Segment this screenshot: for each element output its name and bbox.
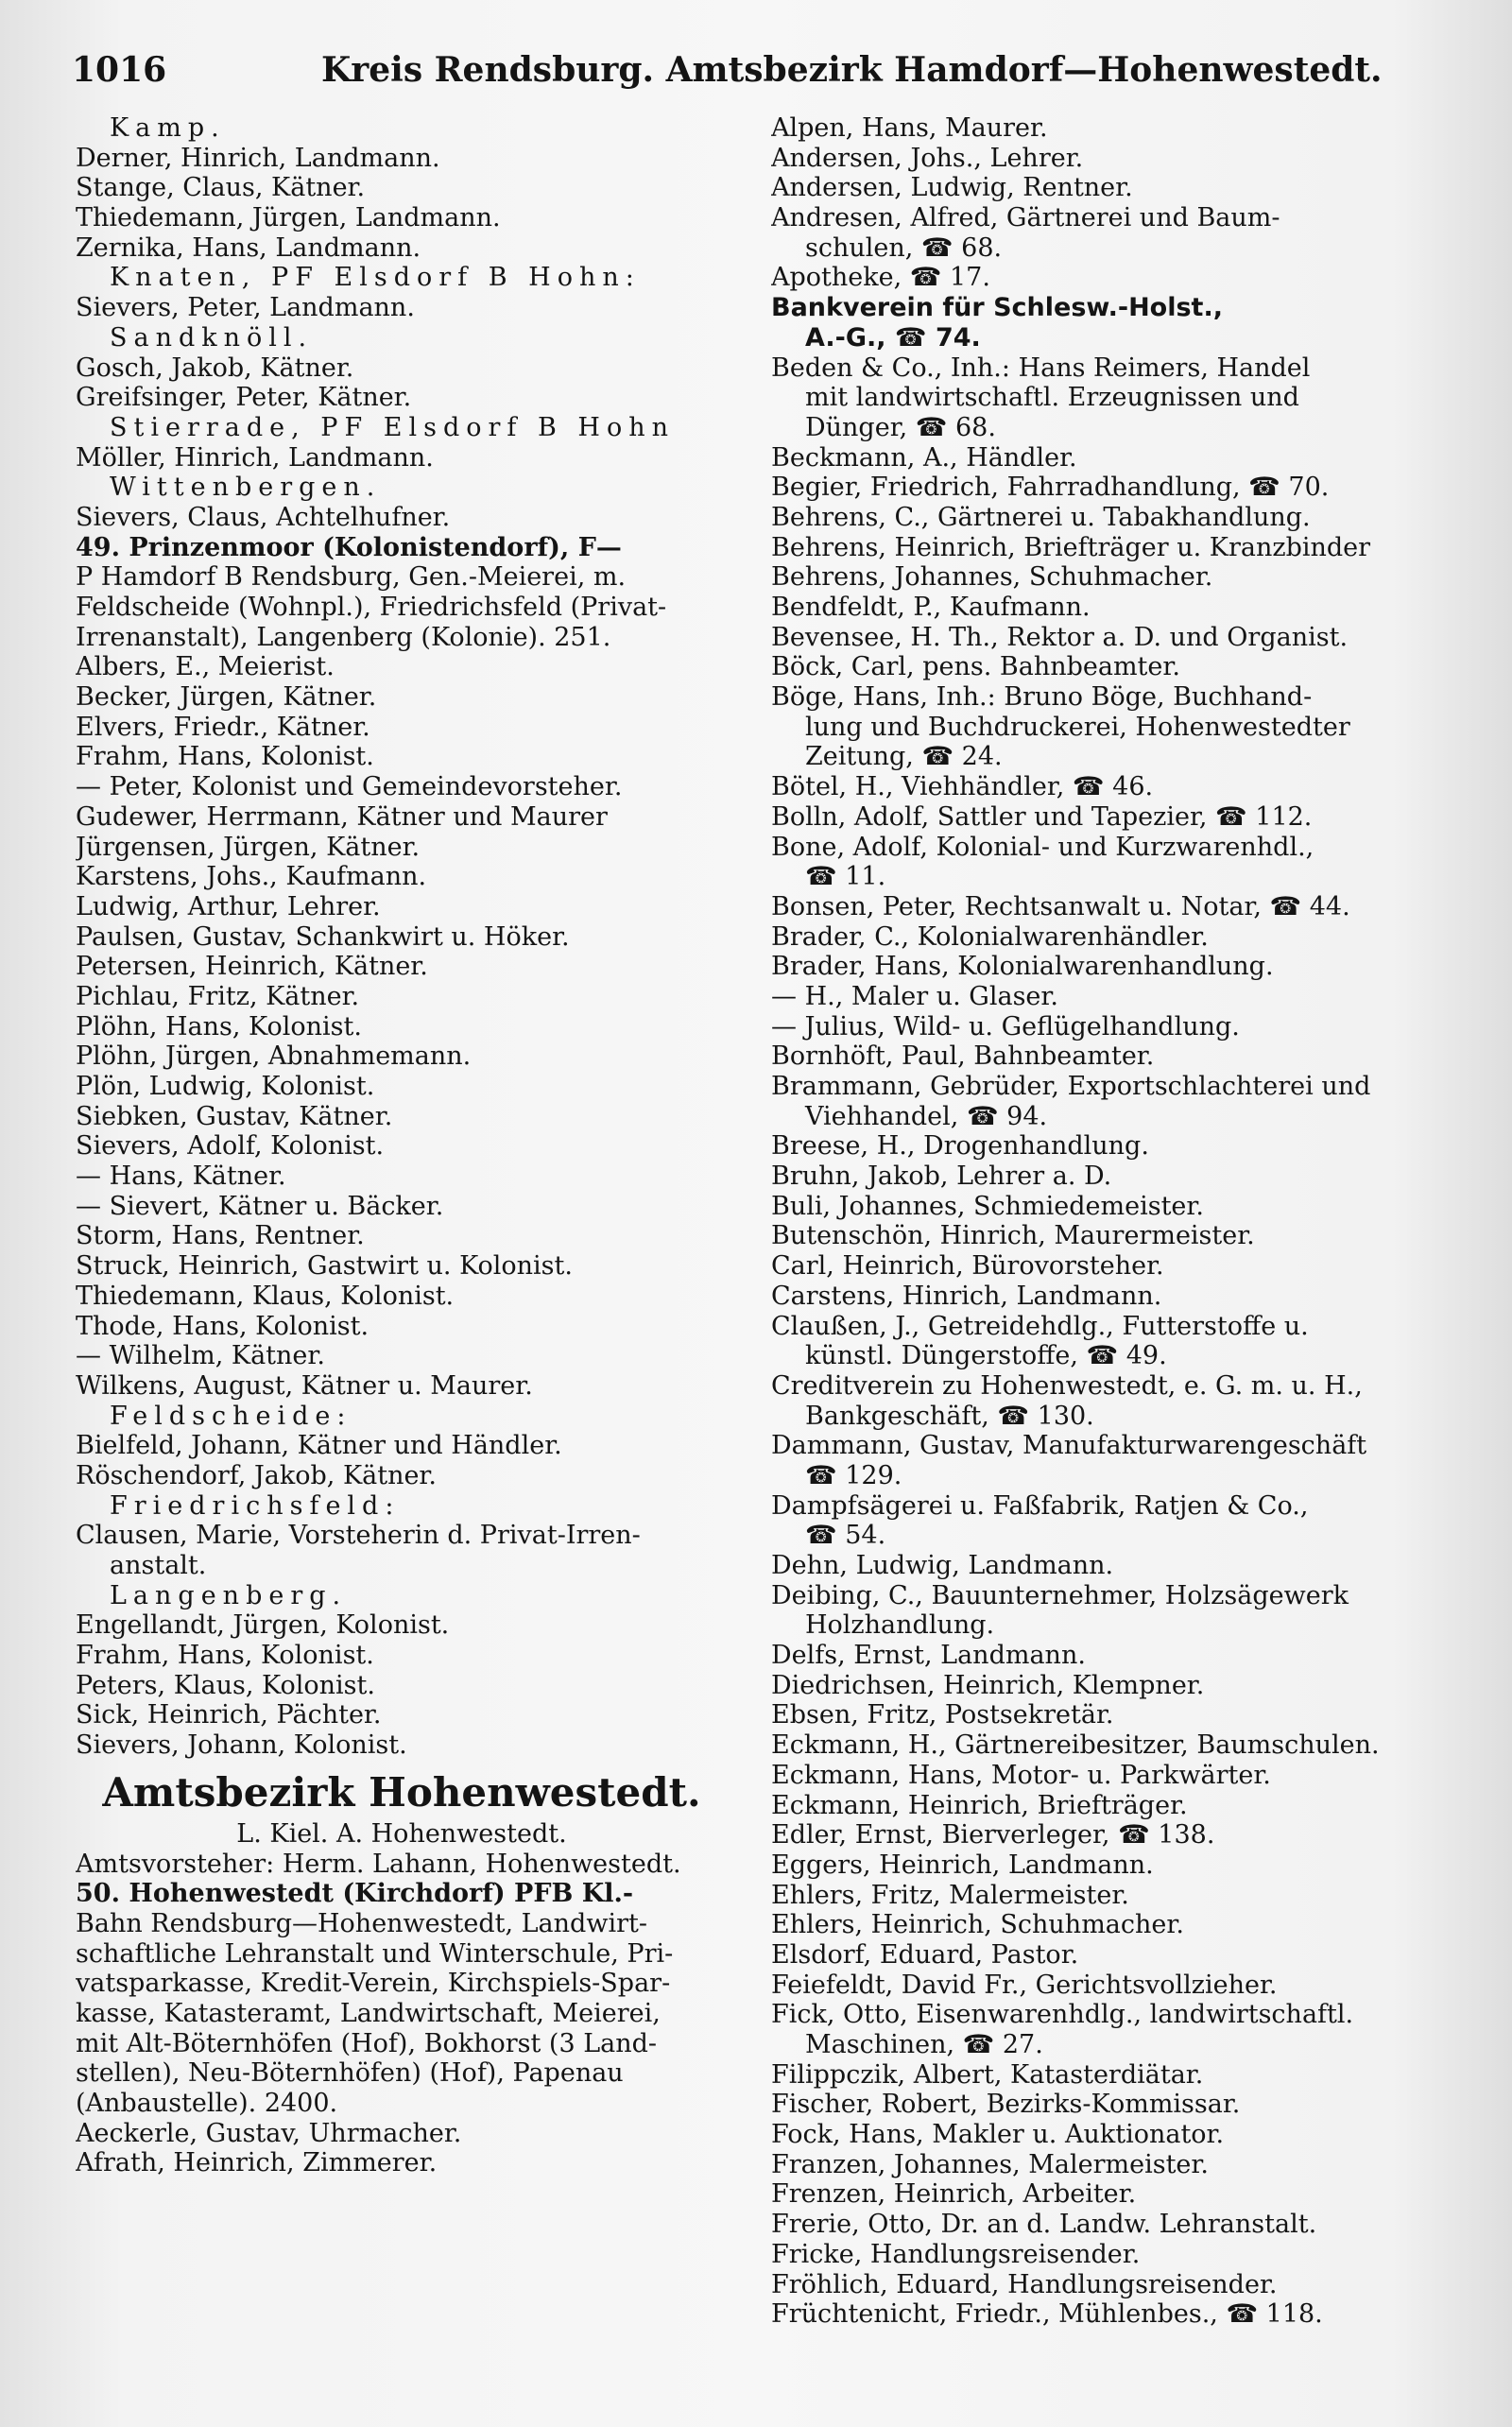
subsection-heading: Feldscheide: [110,1401,352,1431]
directory-entry: Sievers, Claus, Achtelhufner. [76,502,451,532]
directory-entry: Bone, Adolf, Kolonial- und Kurzwarenhdl., [771,832,1314,862]
directory-entry: Afrath, Heinrich, Zimmerer. [76,2148,438,2178]
directory-entry: künstl. Düngerstoffe, ☎ 49. [805,1341,1167,1371]
directory-entry: Ehlers, Fritz, Malermeister. [771,1880,1129,1910]
directory-entry: Bielfeld, Johann, Kätner und Händler. [76,1431,562,1461]
directory-entry: Petersen, Heinrich, Kätner. [76,952,428,982]
directory-entry: Frahm, Hans, Kolonist. [76,1641,374,1671]
directory-entry: Creditverein zu Hohenwestedt, e. G. m. u. H., [771,1370,1363,1401]
directory-entry: Zeitung, ☎ 24. [805,742,1003,772]
directory-entry: Plöhn, Hans, Kolonist. [76,1011,362,1041]
directory-entry: stellen), Neu-Böternhöfen) (Hof), Papenau [76,2058,624,2089]
directory-entry: Viehhandel, ☎ 94. [805,1101,1048,1131]
directory-entry: Storm, Hans, Rentner. [76,1221,365,1251]
directory-entry: Möller, Hinrich, Landmann. [76,442,434,473]
directory-entry: Bolln, Adolf, Sattler und Tapezier, ☎ 112. [771,801,1313,832]
directory-entry: Thiedemann, Klaus, Kolonist. [76,1281,455,1311]
right-column [771,113,1433,2330]
directory-entry: Frerie, Otto, Dr. an d. Landw. Lehranstalt. [771,2210,1317,2240]
directory-entry: — Hans, Kätner. [76,1162,286,1192]
directory-entry: — Julius, Wild- u. Geflügelhandlung. [771,1011,1240,1041]
directory-entry: Engellandt, Jürgen, Kolonist. [76,1610,450,1641]
directory-entry: Bevensee, H. Th., Rektor a. D. und Organist. [771,622,1349,652]
directory-entry: Andersen, Johs., Lehrer. [771,143,1084,173]
directory-entry: Elvers, Friedr., Kätner. [76,712,370,742]
directory-entry: Sievers, Peter, Landmann. [76,293,415,323]
directory-entry: — H., Maler u. Glaser. [771,981,1058,1011]
subsection-heading: Wittenbergen. [110,473,382,503]
directory-entry: Brader, C., Kolonialwarenhändler. [771,921,1209,952]
directory-entry: schaftliche Lehranstalt und Winterschule, Pri- [76,1938,674,1969]
directory-entry: Butenschön, Hinrich, Maurermeister. [771,1221,1255,1251]
directory-entry: Dampfsägerei u. Faßfabrik, Ratjen & Co., [771,1490,1309,1521]
directory-entry: Amtsvorsteher: Herm. Lahann, Hohenwestedt. [76,1849,681,1879]
directory-entry: Deibing, C., Bauunternehmer, Holzsägewerk [771,1580,1349,1610]
directory-entry: Böck, Carl, pens. Bahnbeamter. [771,652,1180,682]
directory-entry: Dünger, ☎ 68. [805,412,996,442]
directory-entry: mit landwirtschaftl. Erzeugnissen und [805,383,1299,413]
directory-entry: ☎ 11. [805,862,886,892]
directory-entry: Siebken, Gustav, Kätner. [76,1101,393,1131]
subsection-heading: Langenberg. [110,1580,348,1610]
page-number: 1016 [72,50,167,90]
directory-entry: Elsdorf, Eduard, Pastor. [771,1939,1079,1970]
directory-entry: Paulsen, Gustav, Schankwirt u. Höker. [76,921,570,952]
directory-entry: Becker, Jürgen, Kätner. [76,682,377,713]
directory-entry: — Wilhelm, Kätner. [76,1341,325,1371]
directory-entry: Carstens, Hinrich, Landmann. [771,1281,1162,1311]
directory-entry: Sievers, Adolf, Kolonist. [76,1131,385,1162]
directory-entry: Thode, Hans, Kolonist. [76,1311,369,1341]
directory-entry: ☎ 54. [805,1521,886,1551]
directory-entry: Franzen, Johannes, Malermeister. [771,2149,1209,2179]
subsection-heading: Sandknöll. [110,322,314,353]
directory-entry: Zernika, Hans, Landmann. [76,232,421,263]
subsection-heading: Knaten, PF Elsdorf B Hohn: [110,263,641,293]
directory-entry: Behrens, Heinrich, Briefträger u. Kranzbinder [771,532,1371,562]
directory-entry: — Peter, Kolonist und Gemeindevorsteher. [76,772,623,802]
directory-entry: Brader, Hans, Kolonialwarenhandlung. [771,952,1274,982]
directory-entry: Filippczik, Albert, Katasterdiätar. [771,2059,1204,2090]
subsection-heading: Stierrade, PF Elsdorf B Hohn [110,412,676,442]
directory-entry: Ludwig, Arthur, Lehrer. [76,891,381,921]
running-title: Kreis Rendsburg. Amtsbezirk Hamdorf—Hohenwestedt. [321,50,1383,90]
directory-entry: Breese, H., Drogenhandlung. [771,1131,1149,1162]
directory-entry: Bankgeschäft, ☎ 130. [805,1401,1094,1431]
directory-entry: Stange, Claus, Kätner. [76,173,366,203]
directory-entry: Andresen, Alfred, Gärtnerei und Baum- [771,203,1280,233]
directory-entry: Eckmann, Heinrich, Briefträger. [771,1790,1188,1820]
directory-entry: Peters, Klaus, Kolonist. [76,1670,375,1700]
directory-entry: Behrens, C., Gärtnerei u. Tabakhandlung. [771,502,1311,532]
directory-entry: kasse, Katasteramt, Landwirtschaft, Meierei, [76,1998,661,2028]
directory-entry: mit Alt-Böternhöfen (Hof), Bokhorst (3 Land- [76,2028,658,2058]
directory-entry: anstalt. [110,1551,207,1580]
directory-entry: Ebsen, Fritz, Postsekretär. [771,1700,1114,1730]
directory-entry: Bruhn, Jakob, Lehrer a. D. [771,1162,1112,1192]
directory-entry: Clausen, Marie, Vorsteherin d. Privat-Irren- [76,1521,641,1551]
directory-entry: Fischer, Robert, Bezirks-Kommissar. [771,2090,1241,2120]
directory-entry: Jürgensen, Jürgen, Kätner. [76,832,421,862]
directory-entry: Buli, Johannes, Schmiedemeister. [771,1191,1204,1221]
directory-entry: Fröhlich, Eduard, Handlungsreisender. [771,2269,1278,2299]
directory-entry: Böge, Hans, Inh.: Bruno Böge, Buchhand- [771,682,1313,713]
directory-entry: Alpen, Hans, Maurer. [771,113,1048,143]
directory-entry: Irrenanstalt), Langenberg (Kolonie). 251. [76,622,611,652]
directory-entry: Thiedemann, Jürgen, Landmann. [76,203,501,233]
directory-entry: Gudewer, Herrmann, Kätner und Maurer [76,801,608,832]
directory-entry: P Hamdorf B Rendsburg, Gen.-Meierei, m. [76,562,627,593]
directory-entry: Beden & Co., Inh.: Hans Reimers, Handel [771,353,1311,383]
directory-entry: Feiefeldt, David Fr., Gerichtsvollzieher. [771,1970,1278,2000]
directory-entry: Sick, Heinrich, Pächter. [76,1700,382,1730]
directory-entry: Eggers, Heinrich, Landmann. [771,1850,1154,1880]
directory-entry: Maschinen, ☎ 27. [805,2030,1043,2059]
directory-entry: Struck, Heinrich, Gastwirt u. Kolonist. [76,1251,573,1282]
directory-entry: Aeckerle, Gustav, Uhrmacher. [76,2118,462,2148]
directory-entry: Fick, Otto, Eisenwarenhdlg., landwirtschaftl. [771,2000,1354,2030]
directory-entry: lung und Buchdruckerei, Hohenwestedter [805,712,1350,742]
section-title: Amtsbezirk Hohenwestedt. [102,1768,701,1816]
directory-entry: Carl, Heinrich, Bürovorsteher. [771,1251,1164,1282]
directory-entry: Brammann, Gebrüder, Exportschlachterei und [771,1072,1371,1101]
page-header [72,43,1383,96]
directory-entry: Behrens, Johannes, Schuhmacher. [771,562,1213,593]
directory-entry: Ehlers, Heinrich, Schuhmacher. [771,1910,1184,1940]
directory-entry: Albers, E., Meierist. [76,652,335,682]
directory-entry: Apotheke, ☎ 17. [771,263,990,293]
subsection-heading: Kamp. [110,113,226,143]
directory-entry: Sievers, Johann, Kolonist. [76,1730,407,1761]
directory-entry: Diedrichsen, Heinrich, Klempner. [771,1670,1205,1700]
directory-entry: Wilkens, August, Kätner u. Maurer. [76,1370,533,1401]
directory-entry: Karstens, Johs., Kaufmann. [76,862,427,892]
left-column [76,113,728,2178]
directory-entry: Dammann, Gustav, Manufakturwarengeschäft [771,1431,1367,1461]
subsection-heading: Friedrichsfeld: [110,1490,401,1521]
directory-entry: Bornhöft, Paul, Bahnbeamter. [771,1041,1155,1072]
directory-entry: Gosch, Jakob, Kätner. [76,353,354,383]
directory-entry: 49. Prinzenmoor (Kolonistendorf), F— [76,532,622,562]
directory-entry: Begier, Friedrich, Fahrradhandlung, ☎ 70. [771,473,1330,503]
directory-entry: Dehn, Ludwig, Landmann. [771,1551,1114,1580]
directory-entry: Fock, Hans, Makler u. Auktionator. [771,2120,1225,2150]
directory-entry: Edler, Ernst, Bierverleger, ☎ 138. [771,1820,1215,1850]
directory-entry: Pichlau, Fritz, Kätner. [76,981,360,1011]
directory-entry: vatsparkasse, Kredit-Verein, Kirchspiels-Spar- [76,1969,671,1999]
directory-entry: Bankverein für Schlesw.-Holst., [771,293,1223,323]
directory-entry: L. Kiel. A. Hohenwestedt. [236,1818,567,1849]
directory-entry: Früchtenicht, Friedr., Mühlenbes., ☎ 118. [771,2299,1323,2330]
directory-entry: — Sievert, Kätner u. Bäcker. [76,1191,444,1221]
directory-entry: Holzhandlung. [805,1610,995,1641]
directory-entry: Delfs, Ernst, Landmann. [771,1641,1086,1671]
directory-entry: Eckmann, H., Gärtnereibesitzer, Baumschulen. [771,1730,1380,1761]
directory-entry: Bahn Rendsburg—Hohenwestedt, Landwirt- [76,1908,647,1938]
directory-entry: Derner, Hinrich, Landmann. [76,143,440,173]
directory-entry: ☎ 129. [805,1460,902,1490]
directory-entry: A.-G., ☎ 74. [805,322,981,353]
directory-entry: Fricke, Handlungsreisender. [771,2239,1141,2269]
directory-entry: Plön, Ludwig, Kolonist. [76,1072,375,1101]
directory-entry: Frahm, Hans, Kolonist. [76,742,374,772]
directory-entry: Greifsinger, Peter, Kätner. [76,383,412,413]
directory-entry: Bötel, H., Viehhändler, ☎ 46. [771,772,1154,802]
directory-entry: Feldscheide (Wohnpl.), Friedrichsfeld (Privat- [76,593,667,622]
directory-entry: Bendfeldt, P., Kaufmann. [771,593,1091,622]
directory-entry: Frenzen, Heinrich, Arbeiter. [771,2179,1137,2210]
directory-entry: 50. Hohenwestedt (Kirchdorf) PFB Kl.- [76,1879,634,1909]
directory-entry: Claußen, J., Getreidehdlg., Futterstoffe u. [771,1311,1309,1341]
directory-entry: schulen, ☎ 68. [805,232,1003,263]
directory-entry: Bonsen, Peter, Rechtsanwalt u. Notar, ☎ 44. [771,891,1350,921]
directory-entry: Plöhn, Jürgen, Abnahmemann. [76,1041,472,1072]
directory-entry: Andersen, Ludwig, Rentner. [771,173,1133,203]
directory-entry: Beckmann, A., Händler. [771,442,1077,473]
directory-entry: Röschendorf, Jakob, Kätner. [76,1460,437,1490]
directory-entry: Eckmann, Hans, Motor- u. Parkwärter. [771,1760,1271,1790]
directory-entry: (Anbaustelle). 2400. [76,2089,338,2118]
